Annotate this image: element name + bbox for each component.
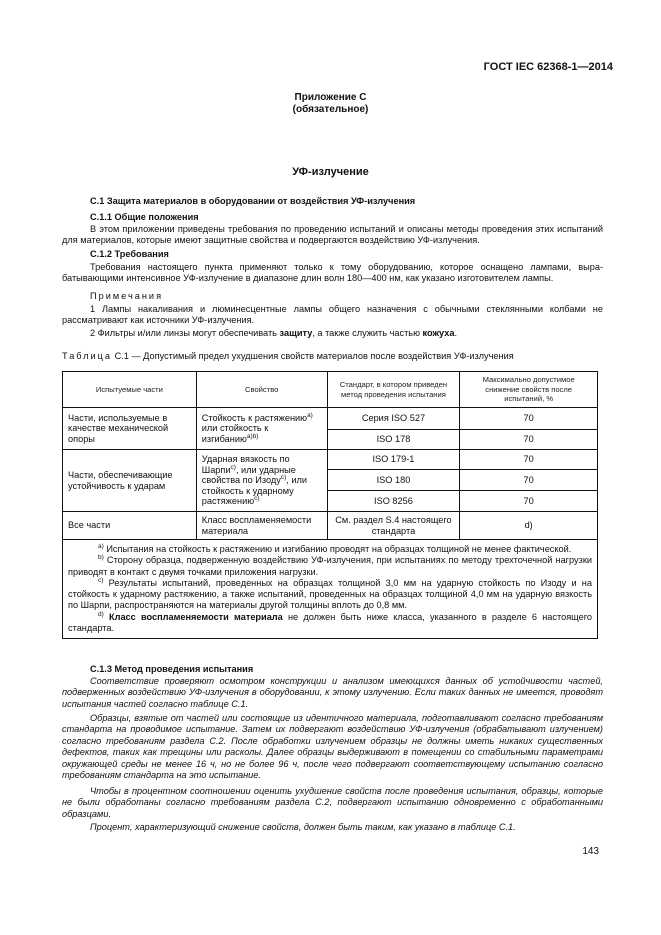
header-property: Свойство xyxy=(196,372,327,408)
cell-property-impact xyxy=(196,450,327,512)
cell-part-all: Все части xyxy=(63,512,197,540)
footnote-ref: a)b) xyxy=(246,432,259,440)
footnote-c xyxy=(68,578,592,612)
footnote-ref: a) xyxy=(307,411,313,419)
notes-label: Примечания xyxy=(90,291,164,301)
cell-part-mechanical-support: Части, используемые в качестве механической опоры xyxy=(63,408,197,450)
table-caption-prefix: Таблица xyxy=(62,351,113,361)
note-2-text-c: , а также служить частью xyxy=(312,328,423,338)
table-caption xyxy=(62,351,603,362)
cell-value: 70 xyxy=(460,470,598,491)
cell-standard: ISO 180 xyxy=(327,470,460,491)
footnote-d xyxy=(68,612,592,635)
cell-standard: ISO 179-1 xyxy=(327,450,460,470)
cell-value: 70 xyxy=(460,408,598,430)
footnote-text: Испытания на стойкость к растяжению и изгибанию проводят на образцах толщиной не менее фактической. xyxy=(103,544,572,554)
prop-tensile: Стойкость к растяжению xyxy=(201,412,308,423)
table-row xyxy=(63,408,598,430)
c12-heading: С.1.2 Требования xyxy=(90,249,169,259)
table-footnotes-row xyxy=(63,540,598,639)
prop-flexural: или стойкость к изгибанию xyxy=(201,423,269,444)
header-standard: Стандарт, в котором приведен метод проведения испытания xyxy=(327,372,460,408)
footnote-mark: d) xyxy=(98,610,104,618)
c11-heading: С.1.1 Общие положения xyxy=(90,212,199,222)
footnote-mark: b) xyxy=(98,554,104,562)
c1-heading: С.1 Защита материалов в оборудовании от воздействия УФ-излучения xyxy=(90,196,416,206)
page-number: 143 xyxy=(582,846,599,857)
header-max-reduction: Максимально допустимое снижение свойств после испытаний, % xyxy=(460,372,598,408)
table-row xyxy=(63,450,598,470)
note-2-text-e: . xyxy=(454,328,458,338)
note-2 xyxy=(62,328,603,339)
cell-standard: Серия ISO 527 xyxy=(327,408,460,430)
table-c1 xyxy=(62,371,598,639)
c11-paragraph: В этом приложении приведены требования по проведению испытаний и описаны методы проведения этих испытаний для материалов, которые имеют защитные свойства и подвергаются воздействию УФ-излучения. xyxy=(62,224,603,246)
table-footnotes xyxy=(63,540,598,639)
cell-value: 70 xyxy=(460,450,598,470)
footnote-b xyxy=(68,555,592,578)
footnote-mark: a) xyxy=(98,542,104,550)
table-caption-text: С.1 — Допустимый предел ухудшения свойств материалов после воздействия УФ-излучения xyxy=(114,351,514,361)
footnote-mark: c) xyxy=(98,576,104,584)
c13-heading: С.1.3 Метод проведения испытания xyxy=(90,664,254,674)
cell-part-impact-resistance: Части, обеспечивающие устойчивость к ударам xyxy=(63,450,197,512)
footnote-text: Результаты испытаний, проведенных на образцах толщиной 3,0 мм на ударную стойкость по Изоду и на стойкость к ударному растяжению, а также испытаний, проведенных на образцах толщиной 4,0 мм на ударную вязкость по Шарпи, распространяются на материалы другой толщины вплоть до 0,8 мм. xyxy=(68,577,592,611)
note-2-text-a: 2 Фильтры и/или линзы могут обеспечивать xyxy=(90,328,280,338)
c13-paragraph-4: Процент, характеризующий снижение свойств, должен быть таким, как указано в таблице С.1. xyxy=(90,822,516,832)
table-header-row xyxy=(63,372,598,408)
document-number: ГОСТ IEC 62368-1—2014 xyxy=(483,61,613,73)
footnote-term: Класс воспламеняемости материала xyxy=(103,611,283,622)
footnote-ref: c) xyxy=(230,463,236,471)
annex-title: Приложение С xyxy=(294,92,367,103)
annex-title-block xyxy=(0,92,661,116)
cell-standard: ISO 178 xyxy=(327,430,460,450)
footnote-text: Сторону образца, подверженную воздействию УФ-излучения, при испытаниях по методу трехточечной нагрузки приводят в контакт с двумя точками приложения нагрузки. xyxy=(68,555,592,577)
prop-izod: , или ударные свойства по Изоду xyxy=(201,464,296,486)
c13-paragraph-1: Соответствие проверяют осмотром конструкции и анализом имеющихся данных об устойчивости частей, подверженных воздействию УФ-излучения в оборудовании, к этому излучению. Если таких данных не имеется, проводят испытания частей согласно таблице С.1. xyxy=(62,676,603,709)
footnote-ref: c) xyxy=(254,495,260,503)
table-c1-container xyxy=(62,371,598,639)
note-1: 1 Лампы накаливания и люминесцентные лампы общего назначения с обычными стеклянными колбами не рассматривают как источники УФ-излучения. xyxy=(62,304,603,326)
annex-status: (обязательное) xyxy=(292,104,369,115)
note-2-term-enclosure: кожуха xyxy=(422,328,455,338)
cell-value: d) xyxy=(460,512,598,540)
table-row xyxy=(63,512,598,540)
c13-paragraph-2: Образцы, взятые от частей или состоящие из идентичного материала, подготавливают согласно требованиям стандарта на проводимое испытание. Затем их подвергают воздействию УФ-излучения (обрабатывают излучением) согласно требованиям раздела С.2. После обработки излучением образцы не должны иметь никаких существенных дефектов, таких как трещины или расколы. Далее образцы выдерживают в помещении со стабильными параметрами окружающей среды не менее 16 ч, но не более 96 ч, после чего подвергают соответствующему испытанию согласно требованиям стандарта на это испытание. xyxy=(62,713,603,781)
header-tested-parts: Испытуемые части xyxy=(63,372,197,408)
section-title: УФ-излучение xyxy=(292,166,369,178)
cell-value: 70 xyxy=(460,491,598,512)
footnote-ref: c) xyxy=(280,474,287,482)
c13-paragraph-3: Чтобы в процентном соотношении оценить ухудшение свойств после проведения испытания, образцы, которые не были обработаны согласно требованиям раздела С.2, подвергают испытанию одновременно с обработанными образцами. xyxy=(62,786,603,819)
cell-standard: ISO 8256 xyxy=(327,491,460,512)
prop-tensile-impact: , или стойкость к ударному растяжению xyxy=(201,475,308,507)
note-2-term-protection: защиту xyxy=(279,328,313,338)
c12-paragraph: Требования настоящего пункта применяют только к тому оборудованию, которое оснащено лампами, вырабатывающими интенсивное УФ-излучение в диапазоне длин волн 180—400 нм, как указано изготовителем лампы. xyxy=(62,262,603,284)
footnote-text: не должен быть ниже класса, указанного в разделе 6 настоящего стандарта. xyxy=(68,611,592,634)
cell-value: 70 xyxy=(460,430,598,450)
footnote-a xyxy=(68,544,592,555)
prop-charpy: Ударная вязкость по Шарпи xyxy=(201,454,290,475)
cell-property-tensile-flexural xyxy=(196,408,327,450)
cell-property-flammability: Класс воспламеняемости материала xyxy=(196,512,327,540)
cell-standard: См. раздел S.4 настоящего стандарта xyxy=(327,512,460,540)
